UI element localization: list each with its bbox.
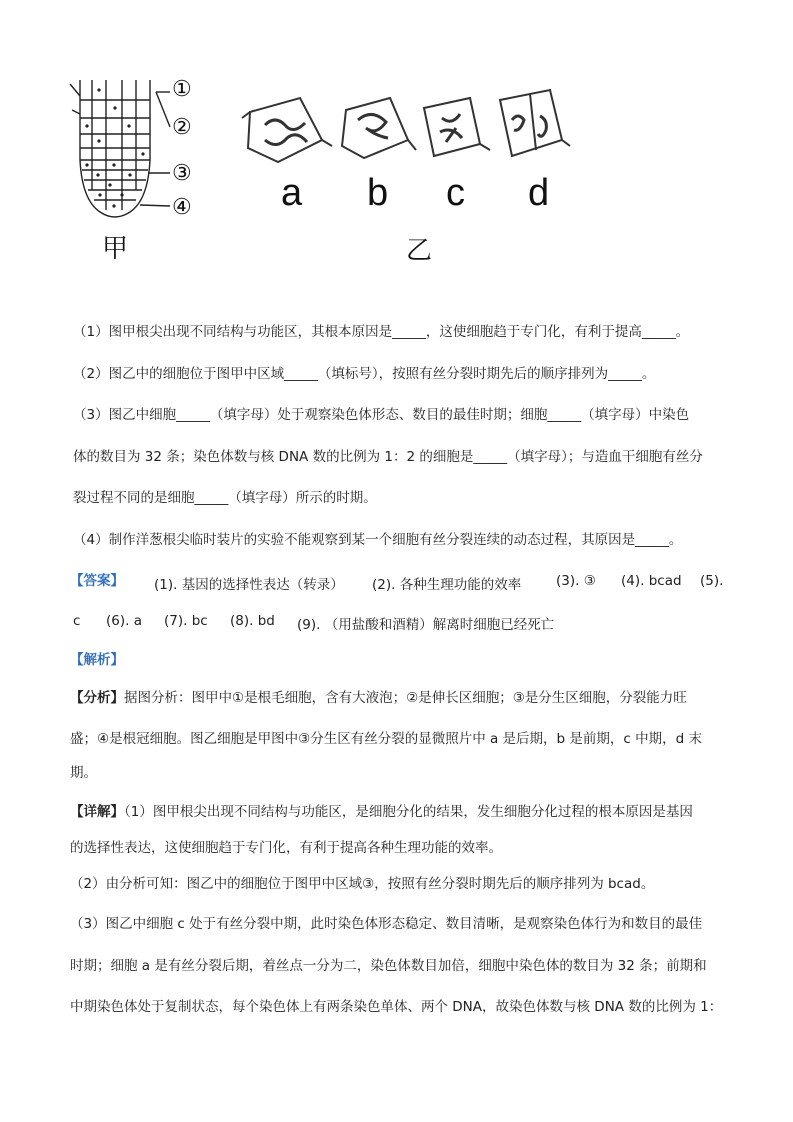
answer-item-8: (8). bd (230, 613, 275, 629)
detail-p2-line-2: 的选择性表达，这使细胞趋于专门化，有利于提高各种生理功能的效率。 (70, 840, 502, 856)
cell-label-b: b (367, 172, 389, 214)
question-4: （4）制作洋葱根尖临时装片的实验不能观察到某一个细胞有丝分裂连续的动态过程，其原因是_____。 (73, 532, 683, 548)
root-tip-diagram (70, 80, 170, 217)
label-2: ② (172, 114, 192, 139)
answer-item-3: (3). ③ (556, 573, 596, 589)
cell-a-outline (248, 98, 322, 162)
answer-item-1: (1). 基因的选择性表达（转录） (154, 577, 344, 593)
caption-jia: 甲 (102, 234, 129, 264)
answer-tag: 【答案】 (70, 573, 124, 589)
answer-item-4: (4). bcad (621, 573, 682, 589)
cell-label-d: d (528, 172, 550, 214)
question-3-line-1: （3）图乙中细胞_____（填字母）处于观察染色体形态、数目的最佳时期；细胞_____（填字母）中染色 (73, 407, 690, 423)
analysis-tag: 【解析】 (70, 652, 124, 668)
cell-c-outline (424, 98, 480, 156)
answer-item-9: (9). （用盐酸和酒精）解离时细胞已经死亡 (297, 617, 555, 633)
question-3-line-3: 裂过程不同的是细胞_____（填字母）所示的时期。 (73, 490, 377, 506)
detail-p2-line-1 (70, 802, 693, 822)
analysis-subtag: 【分析】 (70, 690, 124, 706)
label-3: ③ (172, 160, 192, 185)
question-3-line-2: 体的数目为 32 条；染色体数与核 DNA 数的比例为 1：2 的细胞是_____（填字母）；与造血干细胞有丝分 (73, 449, 703, 465)
figure-drawing (60, 70, 620, 270)
label-4: ④ (172, 194, 192, 219)
cell-b-outline (342, 98, 408, 158)
analysis-p1-text: 据图分析：图甲中①是根毛细胞，含有大液泡；②是伸长区细胞；③是分生区细胞，分裂能力旺 (124, 690, 687, 706)
answer-item-6: (6). a (106, 613, 142, 629)
label-1: ① (172, 76, 192, 101)
question-2: （2）图乙中的细胞位于图甲中区域_____（填标号），按照有丝分裂时期先后的顺序排列为_____。 (73, 366, 656, 382)
cell-label-a: a (281, 172, 303, 214)
answer-item-5: (5). (700, 573, 724, 589)
caption-yi: 乙 (406, 236, 433, 266)
detail-p4-line-2: 时期；细胞 a 是有丝分裂后期，着丝点一分为二，染色体数目加倍，细胞中染色体的数目为 32 条；前期和 (70, 958, 707, 974)
detail-p3: （2）由分析可知：图乙中的细胞位于图甲中区域③，按照有丝分裂时期先后的顺序排列为 bcad。 (70, 876, 655, 892)
analysis-p1-line-3: 期。 (70, 765, 97, 781)
analysis-p1-line-2: 盛；④是根冠细胞。图乙细胞是甲图中③分生区有丝分裂的显微照片中 a 是后期，b 是前期，c 中期，d 末 (70, 731, 702, 747)
question-1: （1）图甲根尖出现不同结构与功能区，其根本原因是_____，这使细胞趋于专门化，有利于提高_____。 (73, 324, 690, 340)
analysis-p1-line-1 (70, 688, 687, 708)
answer-item-2: (2). 各种生理功能的效率 (372, 577, 522, 593)
detail-p4-line-1: （3）图乙中细胞 c 处于有丝分裂中期，此时染色体形态稳定、数目清晰，是观察染色体行为和数目的最佳 (70, 916, 703, 932)
detail-p2-text: （1）图甲根尖出现不同结构与功能区，是细胞分化的结果，发生细胞分化过程的根本原因是基因 (124, 804, 693, 820)
figure (60, 70, 620, 270)
answer-item-7: (7). bc (164, 613, 208, 629)
answer-line2-c: c (73, 613, 81, 629)
detail-p4-line-3: 中期染色体处于复制状态，每个染色体上有两条染色单体、两个 DNA，故染色体数与核 DNA 数的比例为 1： (70, 999, 723, 1015)
detail-subtag: 【详解】 (70, 804, 124, 820)
cell-label-c: c (446, 172, 465, 214)
